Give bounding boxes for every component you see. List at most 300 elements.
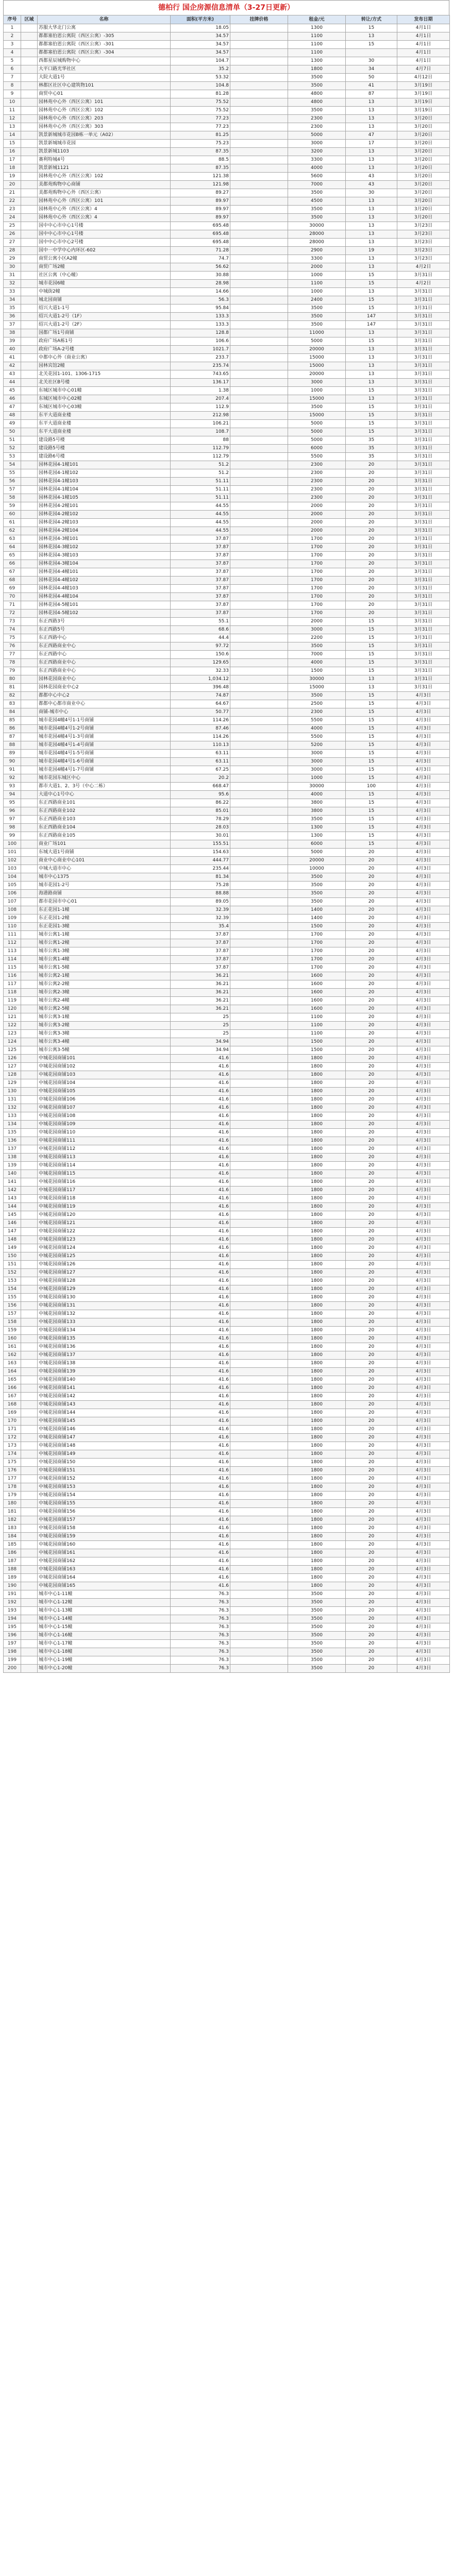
cell-trade: 20 — [346, 1524, 397, 1533]
cell-seq: 75 — [4, 634, 21, 642]
cell-district — [21, 577, 38, 585]
cell-price — [230, 1294, 288, 1302]
cell-trade: 15 — [346, 626, 397, 634]
cell-date: 3月31日 — [397, 436, 450, 445]
cell-area: 36.21 — [171, 997, 230, 1005]
cell-district — [21, 1187, 38, 1195]
cell-date: 4月3日 — [397, 1557, 450, 1566]
cell-seq: 186 — [4, 1549, 21, 1557]
cell-trade: 20 — [346, 1401, 397, 1409]
cell-district — [21, 57, 38, 65]
header-row — [4, 15, 450, 24]
cell-rent: 3500 — [288, 74, 346, 82]
cell-date: 3月31日 — [397, 412, 450, 420]
cell-name: 中城花园商铺104 — [38, 1079, 171, 1088]
table-row — [4, 98, 450, 107]
cell-date: 4月3日 — [397, 1401, 450, 1409]
table-row — [4, 354, 450, 362]
cell-rent: 2300 — [288, 708, 346, 717]
table-row — [4, 989, 450, 997]
cell-date: 4月3日 — [397, 1302, 450, 1310]
cell-trade: 15 — [346, 824, 397, 832]
cell-seq: 123 — [4, 1030, 21, 1038]
cell-rent: 1300 — [288, 832, 346, 840]
cell-trade: 20 — [346, 461, 397, 469]
cell-area: 133.3 — [171, 321, 230, 329]
cell-name: 凯景新城城市花园 — [38, 140, 171, 148]
cell-date: 3月31日 — [397, 461, 450, 469]
cell-rent: 1800 — [288, 1417, 346, 1426]
cell-name: 园林苑中心外（西区公寓）102 — [38, 173, 171, 181]
cell-area: 41.6 — [171, 1195, 230, 1203]
cell-price — [230, 972, 288, 980]
cell-district — [21, 1417, 38, 1426]
cell-area: 25 — [171, 1030, 230, 1038]
cell-district — [21, 1360, 38, 1368]
cell-district — [21, 1327, 38, 1335]
cell-rent: 1500 — [288, 1046, 346, 1055]
cell-district — [21, 684, 38, 692]
table-row — [4, 1063, 450, 1071]
cell-price — [230, 1170, 288, 1178]
cell-price — [230, 824, 288, 832]
cell-district — [21, 1310, 38, 1318]
cell-price — [230, 1046, 288, 1055]
cell-district — [21, 1426, 38, 1434]
cell-district — [21, 1079, 38, 1088]
cell-price — [230, 708, 288, 717]
cell-price — [230, 1071, 288, 1079]
table-row — [4, 1376, 450, 1384]
cell-name: 中城花园商铺163 — [38, 1566, 171, 1574]
cell-area: 128.8 — [171, 329, 230, 337]
cell-rent: 1800 — [288, 1500, 346, 1508]
table-row — [4, 824, 450, 832]
table-row — [4, 1426, 450, 1434]
cell-trade: 20 — [346, 1434, 397, 1442]
cell-price — [230, 1228, 288, 1236]
cell-trade: 20 — [346, 609, 397, 618]
cell-name: 城市公寓2-1幢 — [38, 972, 171, 980]
cell-name: 中城花园商铺148 — [38, 1442, 171, 1450]
cell-area: 212.98 — [171, 412, 230, 420]
cell-district — [21, 708, 38, 717]
cell-name: 中城花园商铺144 — [38, 1409, 171, 1417]
cell-date: 4月3日 — [397, 947, 450, 956]
cell-name: 中城花园商铺135 — [38, 1335, 171, 1343]
cell-district — [21, 675, 38, 684]
table-row — [4, 1665, 450, 1673]
cell-district — [21, 272, 38, 280]
cell-seq: 32 — [4, 280, 21, 288]
cell-price — [230, 65, 288, 74]
cell-price — [230, 1063, 288, 1071]
table-row — [4, 362, 450, 370]
cell-district — [21, 329, 38, 337]
cell-seq: 49 — [4, 420, 21, 428]
cell-rent: 1600 — [288, 972, 346, 980]
cell-seq: 122 — [4, 1022, 21, 1030]
cell-seq: 61 — [4, 519, 21, 527]
cell-seq: 117 — [4, 980, 21, 989]
cell-district — [21, 906, 38, 914]
cell-date: 3月31日 — [397, 288, 450, 296]
cell-district — [21, 263, 38, 272]
cell-price — [230, 601, 288, 609]
cell-name: 东正西路商业104 — [38, 824, 171, 832]
cell-area: 41.6 — [171, 1492, 230, 1500]
cell-area: 51.11 — [171, 486, 230, 494]
cell-seq: 33 — [4, 288, 21, 296]
cell-seq: 31 — [4, 272, 21, 280]
cell-seq: 163 — [4, 1360, 21, 1368]
cell-name: 中城花园商铺119 — [38, 1203, 171, 1211]
cell-district — [21, 337, 38, 346]
cell-area: 51.2 — [171, 461, 230, 469]
cell-rent: 4000 — [288, 164, 346, 173]
cell-trade: 20 — [346, 494, 397, 502]
cell-district — [21, 1516, 38, 1524]
cell-area: 85.01 — [171, 807, 230, 816]
cell-seq: 46 — [4, 395, 21, 403]
cell-price — [230, 1434, 288, 1442]
cell-price — [230, 741, 288, 750]
cell-date: 4月3日 — [397, 1475, 450, 1483]
cell-price — [230, 1467, 288, 1475]
table-row — [4, 651, 450, 659]
cell-area: 41.6 — [171, 1500, 230, 1508]
cell-trade: 20 — [346, 1005, 397, 1013]
cell-seq: 50 — [4, 428, 21, 436]
table-row — [4, 675, 450, 684]
cell-trade: 20 — [346, 1483, 397, 1492]
cell-date: 4月3日 — [397, 964, 450, 972]
cell-seq: 114 — [4, 956, 21, 964]
cell-area: 76.3 — [171, 1615, 230, 1623]
cell-area: 41.6 — [171, 1211, 230, 1219]
cell-area: 41.6 — [171, 1516, 230, 1524]
cell-name: 园林花园4-3幢103 — [38, 552, 171, 560]
cell-rent: 1700 — [288, 956, 346, 964]
cell-price — [230, 989, 288, 997]
cell-price — [230, 1590, 288, 1599]
table-row — [4, 1442, 450, 1450]
cell-seq: 83 — [4, 700, 21, 708]
cell-trade: 15 — [346, 280, 397, 288]
cell-date: 3月31日 — [397, 453, 450, 461]
table-row — [4, 1459, 450, 1467]
cell-date: 3月20日 — [397, 148, 450, 156]
cell-rent: 3000 — [288, 750, 346, 758]
cell-trade: 20 — [346, 560, 397, 568]
cell-trade: 20 — [346, 1393, 397, 1401]
table-row — [4, 494, 450, 502]
cell-seq: 55 — [4, 469, 21, 478]
cell-trade: 20 — [346, 923, 397, 931]
cell-trade: 13 — [346, 123, 397, 131]
table-row — [4, 1582, 450, 1590]
cell-seq: 92 — [4, 774, 21, 783]
cell-date: 3月19日 — [397, 82, 450, 90]
cell-price — [230, 1195, 288, 1203]
cell-area: 75.52 — [171, 107, 230, 115]
cell-seq: 154 — [4, 1285, 21, 1294]
cell-date: 4月3日 — [397, 1063, 450, 1071]
cell-area: 37.87 — [171, 609, 230, 618]
cell-trade: 20 — [346, 1351, 397, 1360]
cell-date: 4月3日 — [397, 1533, 450, 1541]
cell-area: 41.6 — [171, 1549, 230, 1557]
cell-trade: 13 — [346, 206, 397, 214]
table-body — [4, 24, 450, 1673]
cell-name: 城市公寓2-5幢 — [38, 1005, 171, 1013]
cell-area: 63.11 — [171, 750, 230, 758]
cell-name: 中城花园商铺110 — [38, 1129, 171, 1137]
cell-area: 41.6 — [171, 1524, 230, 1533]
cell-date: 4月3日 — [397, 807, 450, 816]
table-row — [4, 1269, 450, 1277]
table-row — [4, 1302, 450, 1310]
cell-seq: 88 — [4, 741, 21, 750]
cell-area: 1021.7 — [171, 346, 230, 354]
cell-price — [230, 832, 288, 840]
cell-price — [230, 74, 288, 82]
cell-district — [21, 74, 38, 82]
cell-date: 3月20日 — [397, 123, 450, 131]
cell-name: 园林花园4-4幢103 — [38, 585, 171, 593]
cell-trade: 15 — [346, 642, 397, 651]
header-area: 面积(平方米) — [171, 15, 230, 24]
cell-date: 4月3日 — [397, 1071, 450, 1079]
cell-district — [21, 362, 38, 370]
cell-name: 绍兴大道1-2号（2F） — [38, 321, 171, 329]
cell-price — [230, 1599, 288, 1607]
cell-date: 3月31日 — [397, 329, 450, 337]
cell-trade: 20 — [346, 1046, 397, 1055]
cell-name: 中城花园商铺116 — [38, 1178, 171, 1187]
cell-trade: 13 — [346, 379, 397, 387]
cell-name: 中城花园商铺128 — [38, 1277, 171, 1285]
cell-rent: 3500 — [288, 214, 346, 222]
cell-trade: 15 — [346, 659, 397, 667]
cell-seq: 7 — [4, 74, 21, 82]
cell-trade: 15 — [346, 700, 397, 708]
cell-district — [21, 494, 38, 502]
cell-district — [21, 502, 38, 511]
cell-trade: 20 — [346, 1252, 397, 1261]
cell-trade: 20 — [346, 956, 397, 964]
cell-name: 城市花园4幢4号1-4号商铺 — [38, 741, 171, 750]
cell-seq: 48 — [4, 412, 21, 420]
cell-date: 4月3日 — [397, 1088, 450, 1096]
cell-area: 81.34 — [171, 873, 230, 882]
cell-price — [230, 395, 288, 403]
cell-name: 都市大道1、2、3号（中心二栋） — [38, 783, 171, 791]
cell-district — [21, 733, 38, 741]
cell-seq: 57 — [4, 486, 21, 494]
cell-price — [230, 1516, 288, 1524]
cell-rent: 1600 — [288, 989, 346, 997]
cell-trade: 20 — [346, 1500, 397, 1508]
cell-trade: 20 — [346, 1318, 397, 1327]
cell-district — [21, 1648, 38, 1656]
cell-seq: 141 — [4, 1178, 21, 1187]
cell-name: 城市花园1-2号 — [38, 882, 171, 890]
cell-rent: 1800 — [288, 1351, 346, 1360]
cell-district — [21, 453, 38, 461]
cell-seq: 143 — [4, 1195, 21, 1203]
cell-seq: 19 — [4, 173, 21, 181]
cell-name: 园林花园4-2幢104 — [38, 527, 171, 535]
cell-price — [230, 849, 288, 857]
cell-district — [21, 1393, 38, 1401]
cell-rent: 1800 — [288, 1434, 346, 1442]
cell-name: 城市中心1-14幢 — [38, 1615, 171, 1623]
cell-rent: 1800 — [288, 1294, 346, 1302]
cell-district — [21, 527, 38, 535]
cell-rent: 1700 — [288, 964, 346, 972]
cell-trade: 20 — [346, 873, 397, 882]
cell-seq: 17 — [4, 156, 21, 164]
cell-area: 81.25 — [171, 131, 230, 140]
table-row — [4, 1516, 450, 1524]
cell-date: 4月3日 — [397, 708, 450, 717]
header-name: 名称 — [38, 15, 171, 24]
table-row — [4, 173, 450, 181]
cell-district — [21, 667, 38, 675]
cell-rent: 3500 — [288, 890, 346, 898]
cell-trade: 34 — [346, 65, 397, 74]
cell-rent: 1800 — [288, 1236, 346, 1244]
cell-price — [230, 1524, 288, 1533]
cell-area: 28.98 — [171, 280, 230, 288]
cell-area: 41.6 — [171, 1508, 230, 1516]
cell-date: 4月3日 — [397, 816, 450, 824]
table-row — [4, 461, 450, 469]
table-row — [4, 585, 450, 593]
cell-price — [230, 577, 288, 585]
cell-area: 63.11 — [171, 758, 230, 766]
cell-rent: 1000 — [288, 272, 346, 280]
cell-name: 商贸公寓小区A2幢 — [38, 255, 171, 263]
cell-rent: 1800 — [288, 1442, 346, 1450]
cell-rent: 1100 — [288, 1030, 346, 1038]
cell-name: 城市中心1-20幢 — [38, 1665, 171, 1673]
cell-area: 87.35 — [171, 164, 230, 173]
cell-district — [21, 239, 38, 247]
table-row — [4, 1170, 450, 1178]
cell-price — [230, 527, 288, 535]
cell-trade: 20 — [346, 1442, 397, 1450]
cell-price — [230, 123, 288, 131]
cell-date: 3月20日 — [397, 206, 450, 214]
cell-rent: 1700 — [288, 593, 346, 601]
cell-area: 41.6 — [171, 1318, 230, 1327]
cell-date: 3月20日 — [397, 164, 450, 173]
cell-date: 4月3日 — [397, 1656, 450, 1665]
cell-seq: 165 — [4, 1376, 21, 1384]
cell-seq: 25 — [4, 222, 21, 230]
cell-area: 41.6 — [171, 1557, 230, 1566]
cell-district — [21, 552, 38, 560]
cell-date: 4月3日 — [397, 1483, 450, 1492]
cell-district — [21, 1524, 38, 1533]
cell-area: 41.6 — [171, 1145, 230, 1154]
table-row — [4, 1162, 450, 1170]
cell-name: 中城花园商铺158 — [38, 1524, 171, 1533]
cell-area: 114.26 — [171, 717, 230, 725]
cell-trade: 20 — [346, 1096, 397, 1104]
cell-trade — [346, 49, 397, 57]
cell-date: 4月1日 — [397, 57, 450, 65]
cell-trade: 20 — [346, 914, 397, 923]
cell-name: 城市花园4幢4号1-5号商铺 — [38, 750, 171, 758]
cell-trade: 15 — [346, 337, 397, 346]
table-row — [4, 791, 450, 799]
cell-date: 4月3日 — [397, 939, 450, 947]
cell-rent: 3500 — [288, 189, 346, 197]
cell-area: 37.87 — [171, 568, 230, 577]
cell-name: 中城花园商铺111 — [38, 1137, 171, 1145]
cell-name: 城市花园4幢4号1-7号商铺 — [38, 766, 171, 774]
cell-area: 695.48 — [171, 222, 230, 230]
cell-district — [21, 1500, 38, 1508]
cell-rent: 1800 — [288, 1483, 346, 1492]
cell-rent: 15000 — [288, 412, 346, 420]
cell-district — [21, 1492, 38, 1500]
table-row — [4, 1005, 450, 1013]
cell-price — [230, 263, 288, 272]
cell-trade: 13 — [346, 255, 397, 263]
cell-rent: 3500 — [288, 403, 346, 412]
cell-trade: 35 — [346, 436, 397, 445]
cell-area: 41.6 — [171, 1162, 230, 1170]
cell-price — [230, 568, 288, 577]
cell-name: 北关花园1-101、1306-1715 — [38, 370, 171, 379]
cell-district — [21, 840, 38, 849]
cell-date: 4月3日 — [397, 1244, 450, 1252]
cell-price — [230, 379, 288, 387]
cell-rent: 3500 — [288, 873, 346, 882]
cell-district — [21, 609, 38, 618]
table-row — [4, 667, 450, 675]
cell-name: 园林花园4-5幢102 — [38, 609, 171, 618]
cell-rent: 1100 — [288, 49, 346, 57]
cell-trade: 20 — [346, 1228, 397, 1236]
cell-date: 4月3日 — [397, 1582, 450, 1590]
cell-price — [230, 906, 288, 914]
cell-name: 城市花园4幢4号1-2号商铺 — [38, 725, 171, 733]
cell-area: 44.55 — [171, 519, 230, 527]
cell-name: 林都区社区中心建筑物101 — [38, 82, 171, 90]
cell-price — [230, 1500, 288, 1508]
cell-date: 3月31日 — [397, 642, 450, 651]
cell-date: 3月31日 — [397, 609, 450, 618]
cell-seq: 178 — [4, 1483, 21, 1492]
cell-area: 50.77 — [171, 708, 230, 717]
cell-price — [230, 115, 288, 123]
cell-name: 城市公寓2-3幢 — [38, 989, 171, 997]
cell-seq: 131 — [4, 1096, 21, 1104]
cell-date: 4月3日 — [397, 1640, 450, 1648]
cell-trade: 15 — [346, 420, 397, 428]
cell-district — [21, 1459, 38, 1467]
cell-date: 4月3日 — [397, 1450, 450, 1459]
cell-district — [21, 296, 38, 304]
cell-name: 园林花园4-3幢102 — [38, 544, 171, 552]
cell-area: 76.3 — [171, 1599, 230, 1607]
cell-district — [21, 1607, 38, 1615]
